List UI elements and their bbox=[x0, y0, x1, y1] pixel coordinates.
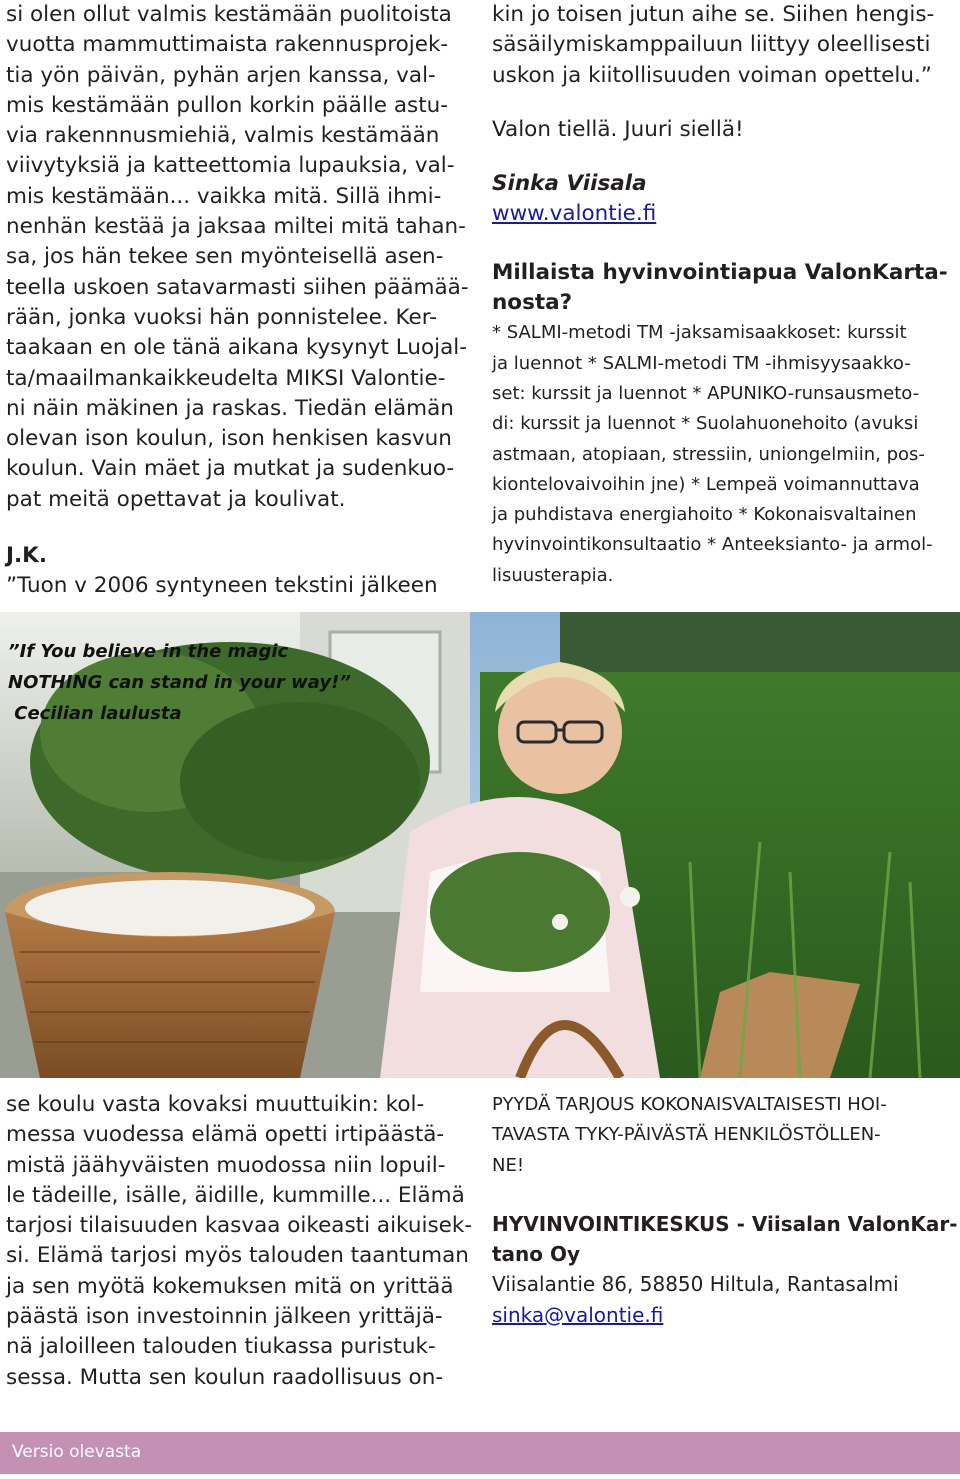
offer-text: PYYDÄ TARJOUS KOKONAISVALTAISESTI HOI- TAVASTA TYKY-PÄIVÄSTÄ HENKILÖSTÖLLEN- NE! bbox=[492, 1094, 887, 1176]
email-link[interactable]: sinka@valontie.fi bbox=[492, 1302, 664, 1327]
spacer bbox=[492, 230, 958, 258]
article-continuation: ”Tuon v 2006 syntyneen tekstini jälkeen bbox=[6, 573, 438, 599]
article-paragraph-2: kin jo toisen jutun aihe se. Siihen hengis- säsäilymiskamppailuun liittyy oleellisesti uskon ja kiitollisuuden voiman opettelu.” bbox=[492, 2, 935, 88]
spacer bbox=[492, 1181, 958, 1209]
footer-bar bbox=[0, 1432, 960, 1474]
spacer bbox=[6, 515, 476, 541]
services-list: * SALMI-metodi TM -jaksamisaakkoset: kurssit ja luennot * SALMI-metodi TM -ihmisyysaakko- set: kurssit ja luennot * APUNIKO-runsausmeto- di: kurssit ja luennot * Suolahuonehoito (avuksi astmaan, atopiaan, stressiin, uniongelmiin, pos- kiontelovaivoihin jne) * Lempeä voimannuttava ja puhdistava energiahoito * Kokonaisvaltainen hyvinvointikonsultaatio * Anteeksianto- ja armol- lisuusterapia. bbox=[492, 322, 933, 586]
spacer bbox=[492, 145, 958, 169]
company-address: Viisalantie 86, 58850 Hiltula, Rantasalmi bbox=[492, 1272, 899, 1297]
website-link[interactable]: www.valontie.fi bbox=[492, 201, 657, 227]
bottom-right-column bbox=[492, 1090, 958, 1330]
company-name: HYVINVOINTIKESKUS - Viisalan ValonKar- tano Oy bbox=[492, 1211, 958, 1267]
services-question: Millaista hyvinvointiapua ValonKarta- nosta? bbox=[492, 259, 948, 316]
closing-line: Valon tiellä. Juuri siellä! bbox=[492, 116, 744, 142]
photo-quote: ”If You believe in the magic NOTHING can stand in your way!” Cecilian laulusta bbox=[8, 641, 351, 724]
top-right-column bbox=[492, 0, 958, 591]
footer-label: Versio olevasta bbox=[12, 1442, 142, 1462]
article-paragraph-3: se koulu vasta kovaksi muuttuikin: kol- messa vuodessa elämä opetti irtipäästä- mistä jäähyväisten muodossa niin lopuil- le tädeille, isälle, äidille, kummille... Elämä tarjosi tilaisuuden kasvaa oikeasti aikuisek- si. Elämä tarjosi myös talouden taantuman ja sen myötä kokemuksen mitä on yrittää päästä ison investoinnin jälkeen yrittäjä- nä jaloilleen talouden tiukassa puristuk- sessa. Mutta sen koulun raadollisuus on- bbox=[6, 1092, 473, 1390]
top-left-column bbox=[6, 0, 476, 602]
bottom-left-column bbox=[6, 1090, 476, 1393]
author-name: Sinka Viisala bbox=[492, 171, 647, 197]
signature: J.K. bbox=[6, 543, 47, 569]
spacer bbox=[492, 91, 958, 115]
article-paragraph-1: si olen ollut valmis kestämään puolitoista vuotta mammuttimaista rakennusprojek- tia yön päivän, pyhän arjen kanssa, val- mis kestämään pullon korkin päälle astu- via rakennnusmiehiä, valmis kestämään viivytyksiä ja katteettomia lupauksia, val- mis kestämään... vaikka mitä. Sillä ihmi- nenhän kestää ja jaksaa miltei mitä tahan- sa, jos hän tekee sen myönteisellä asen- teella uskoen satavarmasti siihen päämää- rään, jonka vuoksi hän ponnistelee. Ker- taakaan en ole tänä aikana kysynyt Luojal- ta/maailmankaikkeudelta MIKSI Valontie- ni näin mäkinen ja raskas. Tiedän elämän olevan ison koulun, ison henkisen kasvun koulun. Vain mäet ja mutkat ja sudenkuo- pat meitä opettavat ja koulivat. bbox=[6, 2, 469, 512]
